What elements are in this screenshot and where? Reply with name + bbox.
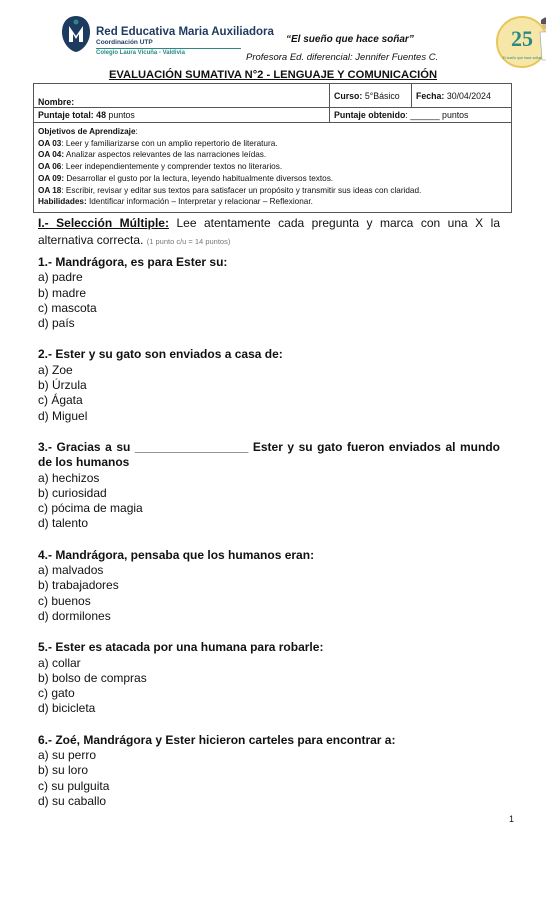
student-info-table xyxy=(33,83,512,213)
answer-option[interactable]: c) pócima de magia xyxy=(38,501,143,516)
section-intro xyxy=(38,215,500,250)
org-divider xyxy=(96,48,241,49)
answer-option[interactable]: d) su caballo xyxy=(38,793,107,808)
answer-option[interactable]: a) malvados xyxy=(38,563,104,578)
fecha-value: 30/04/2024 xyxy=(446,90,491,101)
answer-option[interactable]: a) collar xyxy=(38,655,81,670)
section-heading: I.- Selección Múltiple: xyxy=(38,216,169,230)
question-text: 4.- Mandrágora, pensaba que los humanos eran: xyxy=(38,547,315,562)
answer-option[interactable]: b) curiosidad xyxy=(38,485,107,500)
question-text: 2.- Ester y su gato son enviados a casa de: xyxy=(38,347,283,362)
answer-option[interactable]: b) bolso de compras xyxy=(38,670,147,685)
answer-option[interactable]: c) gato xyxy=(38,686,75,701)
question-block xyxy=(38,347,500,423)
section-instruction: Lee atentamente cada pregunta y marca con una X la alternativa correcta. xyxy=(38,216,500,247)
answer-option[interactable]: c) buenos xyxy=(38,593,91,608)
motto: “El sueño que hace soñar” xyxy=(286,34,414,45)
page-number: 1 xyxy=(509,814,515,824)
answer-option[interactable]: d) dormilones xyxy=(38,608,111,623)
anniversary-badge-icon xyxy=(496,12,546,70)
answer-option[interactable]: d) talento xyxy=(38,516,89,531)
curso-label: Curso: xyxy=(334,90,363,101)
answer-option[interactable]: a) padre xyxy=(38,270,83,285)
nombre-label: Nombre: xyxy=(38,97,75,107)
objective-item: OA 03: Leer y familiarizarse con un amplio repertorio de literatura. xyxy=(38,138,278,148)
section-points-note: (1 punto c/u = 14 puntos) xyxy=(146,237,231,246)
question-block xyxy=(38,255,500,331)
fecha-label: Fecha: xyxy=(416,90,445,101)
objective-item: OA 18: Escribir, revisar y editar sus textos para satisfacer un propósito y transmitir sus ideas con claridad. xyxy=(38,185,422,195)
answer-option[interactable]: a) hechizos xyxy=(38,470,100,485)
answer-option[interactable]: a) su perro xyxy=(38,748,97,763)
answer-option[interactable]: d) bicicleta xyxy=(38,701,96,716)
puntaje-obtenido-blank: : ______ puntos xyxy=(405,110,469,120)
objective-item: OA 04: Analizar aspectos relevantes de las narraciones leídas. xyxy=(38,150,267,160)
answer-option[interactable]: b) Úrzula xyxy=(38,378,87,393)
question-block xyxy=(38,548,500,624)
page-title: EVALUACIÓN SUMATIVA N°2 - LENGUAJE Y COMUNICACIÓN xyxy=(108,69,438,81)
puntaje-total-unit: puntos xyxy=(108,110,135,120)
org-name: Red Educativa Maria Auxiliadora xyxy=(96,26,274,38)
question-block xyxy=(38,640,500,716)
question-text: 3.- Gracias a su _________________ Ester y su gato fueron enviados al mundo de los humanos xyxy=(38,439,500,470)
question-text: 1.- Mandrágora, es para Ester su: xyxy=(38,255,228,269)
answer-option[interactable]: c) su pulguita xyxy=(38,778,110,793)
puntaje-total-label: Puntaje total: xyxy=(38,110,94,120)
page-header xyxy=(60,8,542,68)
school-name: Colegio Laura Vicuña - Valdivia xyxy=(96,50,185,56)
learning-objectives: Objetivos de Aprendizaje: OA 03: Leer y familiarizarse con un amplio repertorio de literatura. OA 04: Analizar aspectos relevantes de las narraciones leídas. OA 06: Leer independientemente y comprender textos no literarios. OA 09: Desarrollar el gusto por la lectura, leyendo habitualmente diversos textos. OA 18: Escribir, revisar y editar sus textos para satisfacer un propósito y transmitir sus ideas con claridad. Habilidades: Identificar información – Interpretar y relacionar – Reflexionar. xyxy=(34,123,511,212)
teacher-name: Profesora Ed. diferencial: Jennifer Fuentes C. xyxy=(246,52,439,63)
objective-item: OA 09: Desarrollar el gusto por la lectura, leyendo habitualmente diversos textos. xyxy=(38,173,334,183)
org-department: Coordinación UTP xyxy=(96,39,153,46)
answer-option[interactable]: b) madre xyxy=(38,285,87,300)
answer-option[interactable]: d) país xyxy=(38,316,75,331)
puntaje-obtenido-label: Puntaje obtenido xyxy=(334,110,406,120)
answer-option[interactable]: d) Miguel xyxy=(38,408,88,423)
question-text: 6.- Zoé, Mandrágora y Ester hicieron carteles para encontrar a: xyxy=(38,732,396,747)
questions-list xyxy=(38,255,500,825)
answer-option[interactable]: c) mascota xyxy=(38,300,97,315)
school-logo-icon xyxy=(60,14,92,54)
answer-option[interactable]: c) Ágata xyxy=(38,393,83,408)
badge-text: El sueño que hace soñar xyxy=(502,56,542,60)
objective-item: OA 06: Leer independientemente y comprender textos no literarios. xyxy=(38,162,283,172)
answer-option[interactable]: a) Zoe xyxy=(38,362,73,377)
puntaje-total-value: 48 xyxy=(96,110,106,120)
curso-value: 5°Básico xyxy=(364,90,400,101)
answer-option[interactable]: b) su loro xyxy=(38,763,89,778)
answer-option[interactable]: b) trabajadores xyxy=(38,578,119,593)
objetivos-label: Objetivos de Aprendizaje xyxy=(38,127,136,136)
question-block xyxy=(38,440,500,532)
question-text: 5.- Ester es atacada por una humana para robarle: xyxy=(38,640,324,655)
badge-number: 25 xyxy=(511,26,533,51)
skills-line: Habilidades: Identificar información – Interpretar y relacionar – Reflexionar. xyxy=(38,197,313,207)
question-block xyxy=(38,733,500,809)
